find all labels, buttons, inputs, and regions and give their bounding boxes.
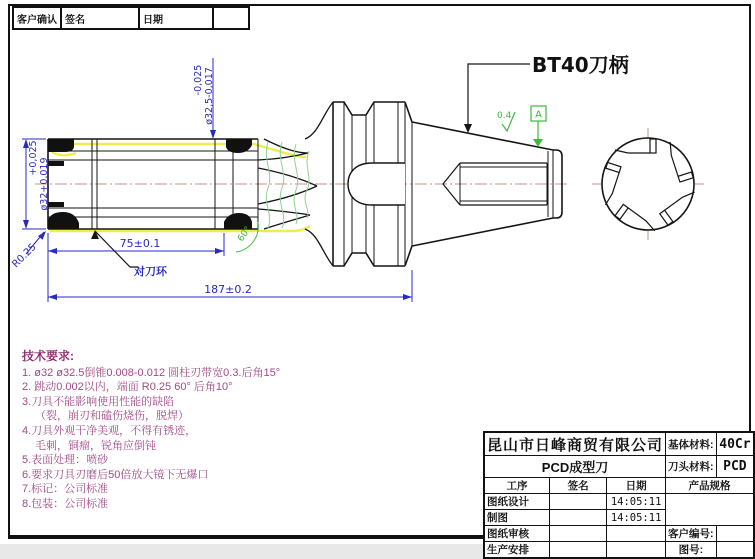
row-design-label: 图纸设计 xyxy=(484,494,550,510)
surface-finish-symbol xyxy=(497,111,515,131)
row-design-date: 14:05:11 xyxy=(607,494,666,510)
dim-d32-tolerance: +0,025 xyxy=(28,140,39,176)
dim-d32: ø32+0,019 xyxy=(39,157,50,211)
angle-value: 60° xyxy=(236,224,254,244)
dim-d325: ø32,5-0,017 xyxy=(204,67,215,125)
tech-line: 1. ø32 ø32.5倒锥0.008-0.012 圆柱刃带宽0.3.后角15° xyxy=(22,366,281,379)
dim-75: 75±0.1 xyxy=(119,237,161,250)
tech-line: 3.刀具不能影响使用性能的缺陷 xyxy=(22,395,175,408)
row-draft-label: 制图 xyxy=(484,510,550,526)
row-design-sign xyxy=(550,494,607,510)
tech-line: 8.包装：公司标准 xyxy=(22,497,109,510)
row-check-date xyxy=(607,526,666,542)
col-process: 工序 xyxy=(484,478,550,494)
customer-confirm-table xyxy=(12,6,250,30)
bt40-label: BT40刀柄 xyxy=(532,53,629,77)
dim-radius: R0.25 xyxy=(10,241,39,271)
title-block xyxy=(483,431,755,559)
end-view xyxy=(595,138,701,240)
col-sign: 签名 xyxy=(550,478,607,494)
drawing-no-value xyxy=(716,542,754,559)
tech-line: 6.要求刀具刃磨后50倍放大镜下无爆口 xyxy=(22,468,209,481)
row-plan-sign xyxy=(550,542,607,559)
ring-label: 对刀环 xyxy=(134,265,167,278)
row-check-label: 图纸审核 xyxy=(484,526,550,542)
tech-line: 7.标记：公司标准 xyxy=(22,483,109,496)
customer-sign-label: 签名 xyxy=(61,7,139,29)
row-draft-sign xyxy=(550,510,607,526)
col-date: 日期 xyxy=(607,478,666,494)
customer-confirm-label: 客户确认 xyxy=(13,7,61,29)
company-name: 昆山市日峰商贸有限公司 xyxy=(484,432,666,456)
base-material-label: 基体材料: xyxy=(666,432,717,456)
datum-symbol xyxy=(531,106,546,147)
customer-no-label: 客户编号: xyxy=(666,526,717,542)
tech-line: 5.表面处理：喷砂 xyxy=(22,454,109,467)
customer-date-label: 日期 xyxy=(139,7,213,29)
customer-empty-cell xyxy=(213,7,249,29)
dimension-arrows xyxy=(23,130,412,300)
technical-requirements xyxy=(22,349,367,512)
tech-line: 2. 跳动0.002以内，端面 R0.25 60° 后角10° xyxy=(22,381,233,394)
row-plan-label: 生产安排 xyxy=(484,542,550,559)
spec-empty-cell xyxy=(666,494,754,526)
dim-187: 187±0.2 xyxy=(204,283,252,296)
tech-line: 毛刺，铜瘤，锐角应倒钝 xyxy=(35,439,156,452)
datum-letter: A xyxy=(535,109,542,121)
row-check-sign xyxy=(550,526,607,542)
drawing-no-label: 图号: xyxy=(666,542,717,559)
product-name: PCD成型刀 xyxy=(484,456,666,478)
yellow-highlights xyxy=(50,144,310,231)
tip-material-label: 刀头材料: xyxy=(666,456,717,478)
base-material-value: 40Cr xyxy=(716,432,754,456)
row-plan-date xyxy=(607,542,666,559)
customer-no-value xyxy=(716,526,754,542)
row-draft-date: 14:05:11 xyxy=(607,510,666,526)
dim-d325-tolerance: -0,025 xyxy=(193,64,204,96)
tech-title: 技术要求: xyxy=(22,349,74,363)
surface-finish-value: 0.4 xyxy=(497,111,512,121)
tech-line: （裂，崩刃和磕伤烧伤，脱焊） xyxy=(35,410,189,423)
bt40-leader xyxy=(464,64,530,133)
tech-line: 4.刀具外观干净美观，不得有锈迹， xyxy=(22,424,197,437)
tip-material-value: PCD xyxy=(716,456,754,478)
col-spec: 产品规格 xyxy=(666,478,754,494)
